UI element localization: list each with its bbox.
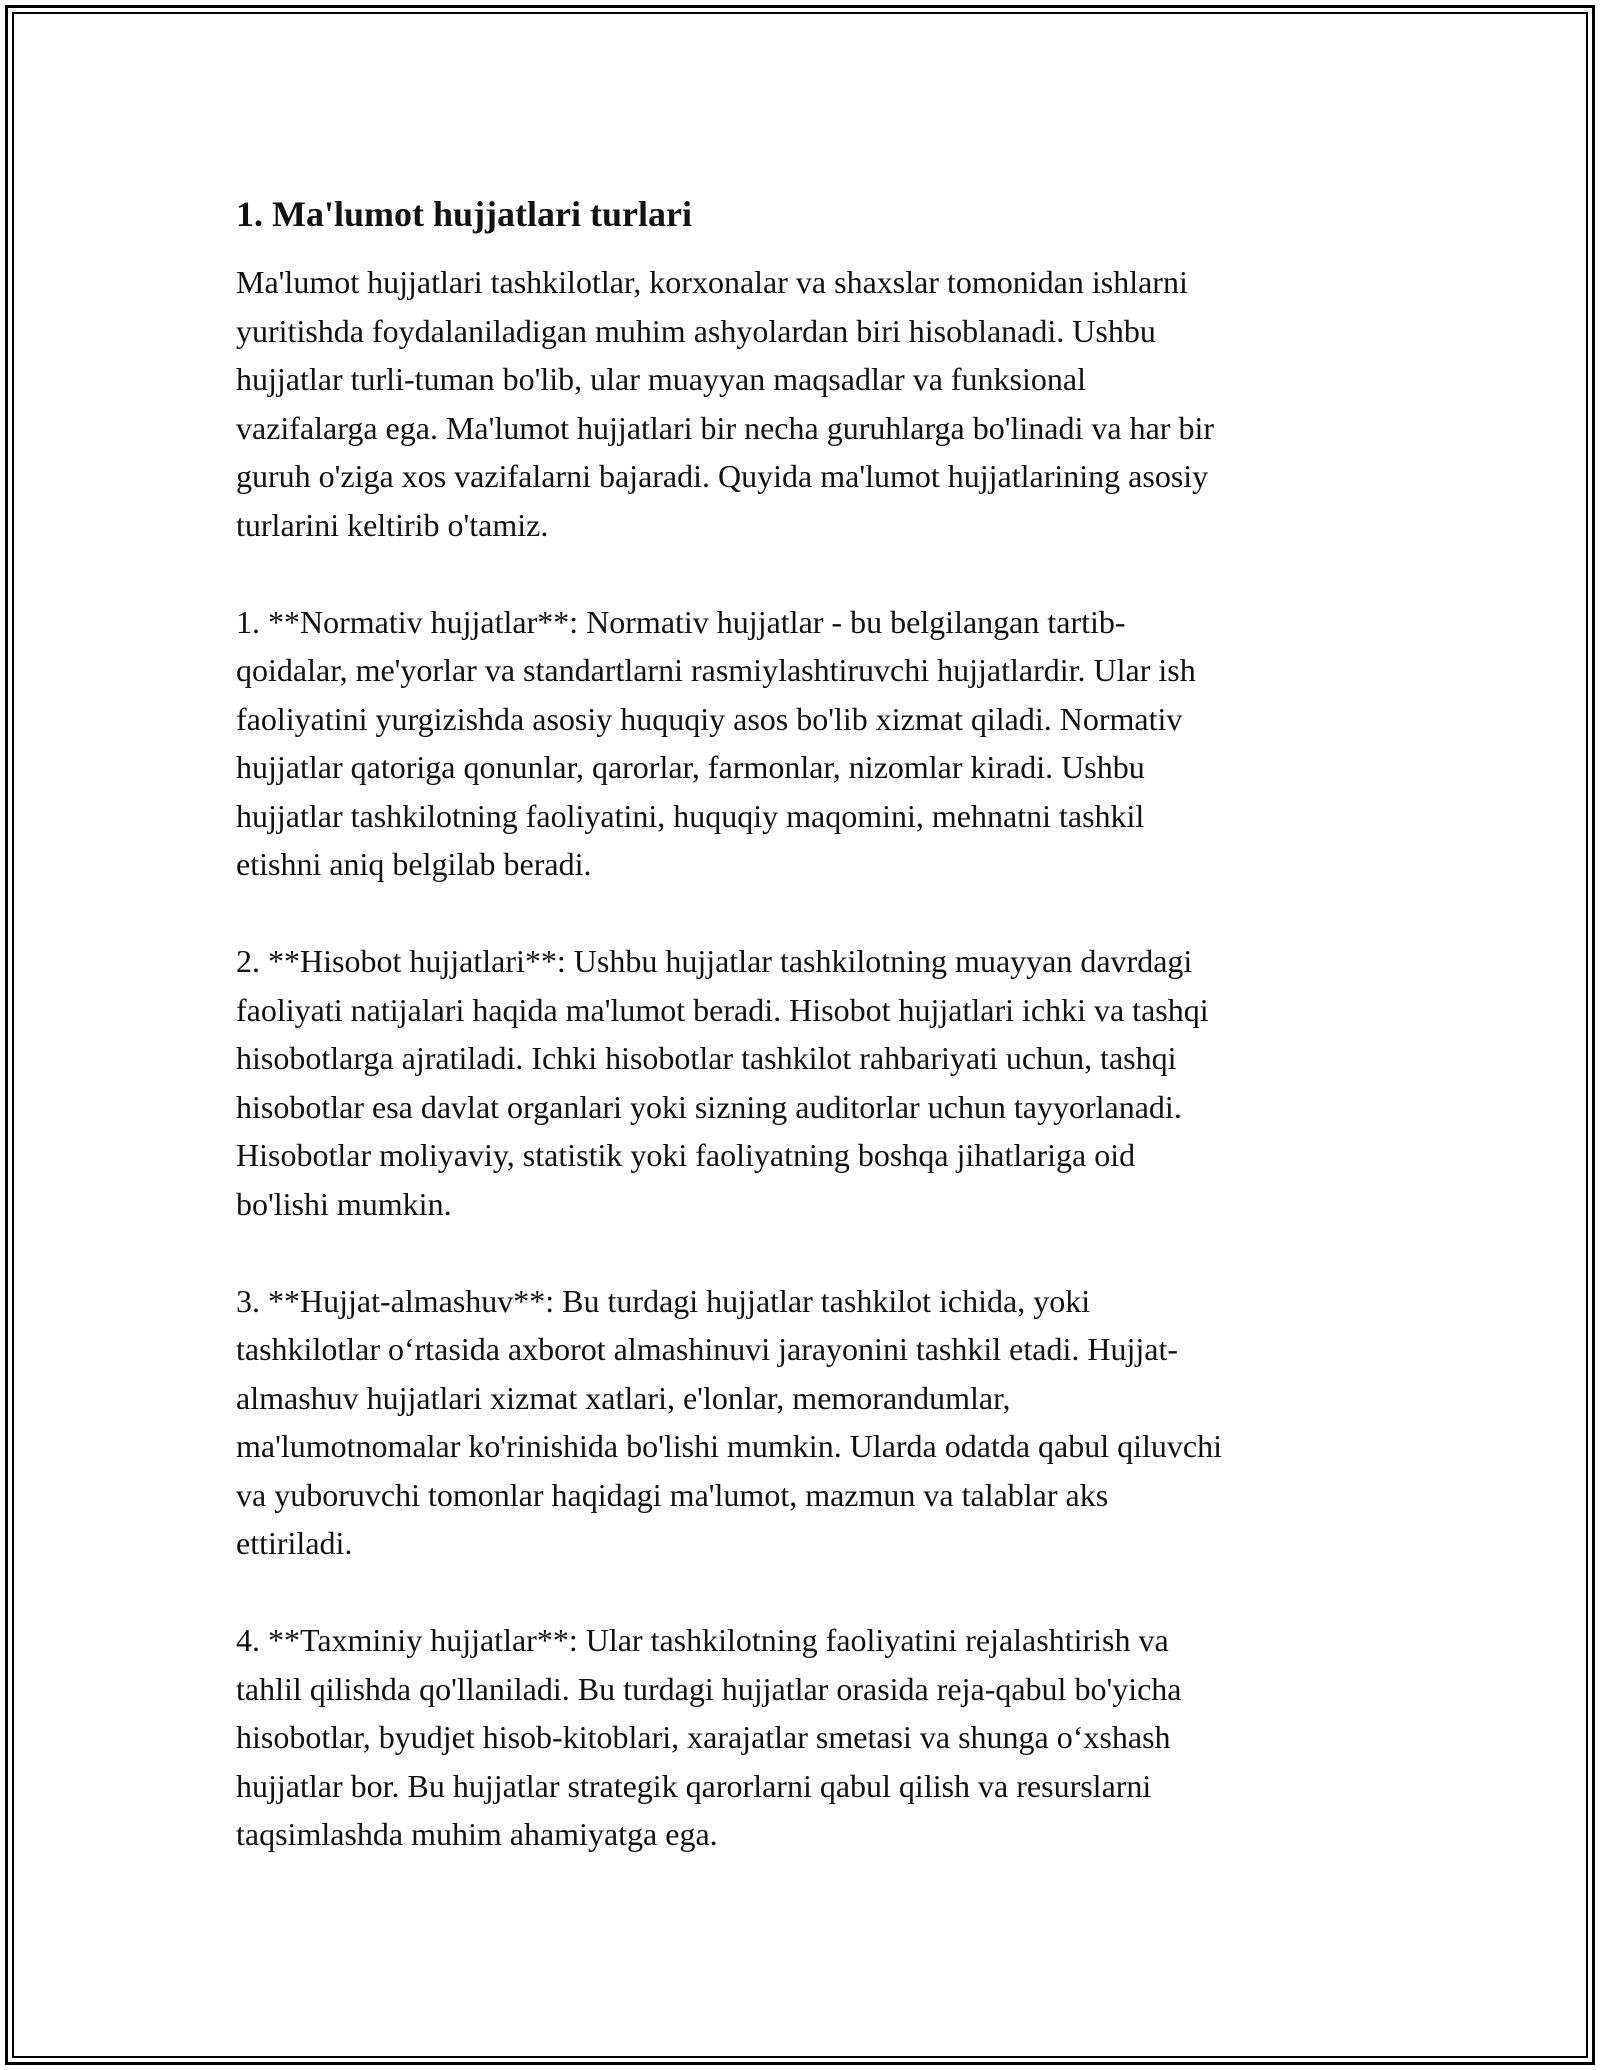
normativ-paragraph: 1. **Normativ hujjatlar**: Normativ hujjatlar - bu belgilangan tartib- qoidalar, me'yorlar va standartlarni rasmiylashtiruvchi hujjatlardir. Ular ish faoliyatini yurgizishda asosiy huquqiy asos bo'lib xizmat qiladi. Normativ hujjatlar qatoriga qonunlar, qarorlar, farmonlar, nizomlar kiradi. Ushbu hujjatlar tashkilotning faoliyatini, huquqiy maqomini, mehnatni tashkil etishni aniq belgilab beradi. bbox=[236, 603, 1196, 882]
section-heading: 1. Ma'lumot hujjatlari turlari bbox=[236, 194, 692, 234]
document-body bbox=[236, 188, 1376, 1859]
hujjat-almashuv-paragraph: 3. **Hujjat-almashuv**: Bu turdagi hujjatlar tashkilot ichida, yoki tashkilotlar o‘rtasida axborot almashinuvi jarayonini tashkil etadi. Hujjat- almashuv hujjatlari xizmat xatlari, e'lonlar, memorandumlar, ma'lumotnomalar ko'rinishida bo'lishi mumkin. Ularda odatda qabul qiluvchi va yuboruvchi tomonlar haqidagi ma'lumot, mazmun va talablar aks ettiriladi. bbox=[236, 1282, 1223, 1561]
hisobot-paragraph: 2. **Hisobot hujjatlari**: Ushbu hujjatlar tashkilotning muayyan davrdagi faoliyati natijalari haqida ma'lumot beradi. Hisobot hujjatlari ichki va tashqi hisobotlarga ajratiladi. Ichki hisobotlar tashkilot rahbariyati uchun, tashqi hisobotlar esa davlat organlari yoki sizning auditorlar uchun tayyorlanadi. Hisobotlar moliyaviy, statistik yoki faoliyatning boshqa jihatlariga oid bo'lishi mumkin. bbox=[236, 943, 1209, 1222]
intro-paragraph: Ma'lumot hujjatlari tashkilotlar, korxonalar va shaxslar tomonidan ishlarni yuritishda foydalaniladigan muhim ashyolardan biri hisoblanadi. Ushbu hujjatlar turli-tuman bo'lib, ular muayyan maqsadlar va funksional vazifalarga ega. Ma'lumot hujjatlari bir necha guruhlarga bo'linadi va har bir guruh o'ziga xos vazifalarni bajaradi. Quyida ma'lumot hujjatlarining asosiy turlarini keltirib o'tamiz. bbox=[236, 264, 1214, 543]
taxminiy-paragraph: 4. **Taxminiy hujjatlar**: Ular tashkilotning faoliyatini rejalashtirish va tahlil qilishda qo'llaniladi. Bu turdagi hujjatlar orasida reja-qabul bo'yicha hisobotlar, byudjet hisob-kitoblari, xarajatlar smetasi va shunga o‘xshash hujjatlar bor. Bu hujjatlar strategik qarorlarni qabul qilish va resurslarni taqsimlashda muhim ahamiyatga ega. bbox=[236, 1622, 1182, 1852]
